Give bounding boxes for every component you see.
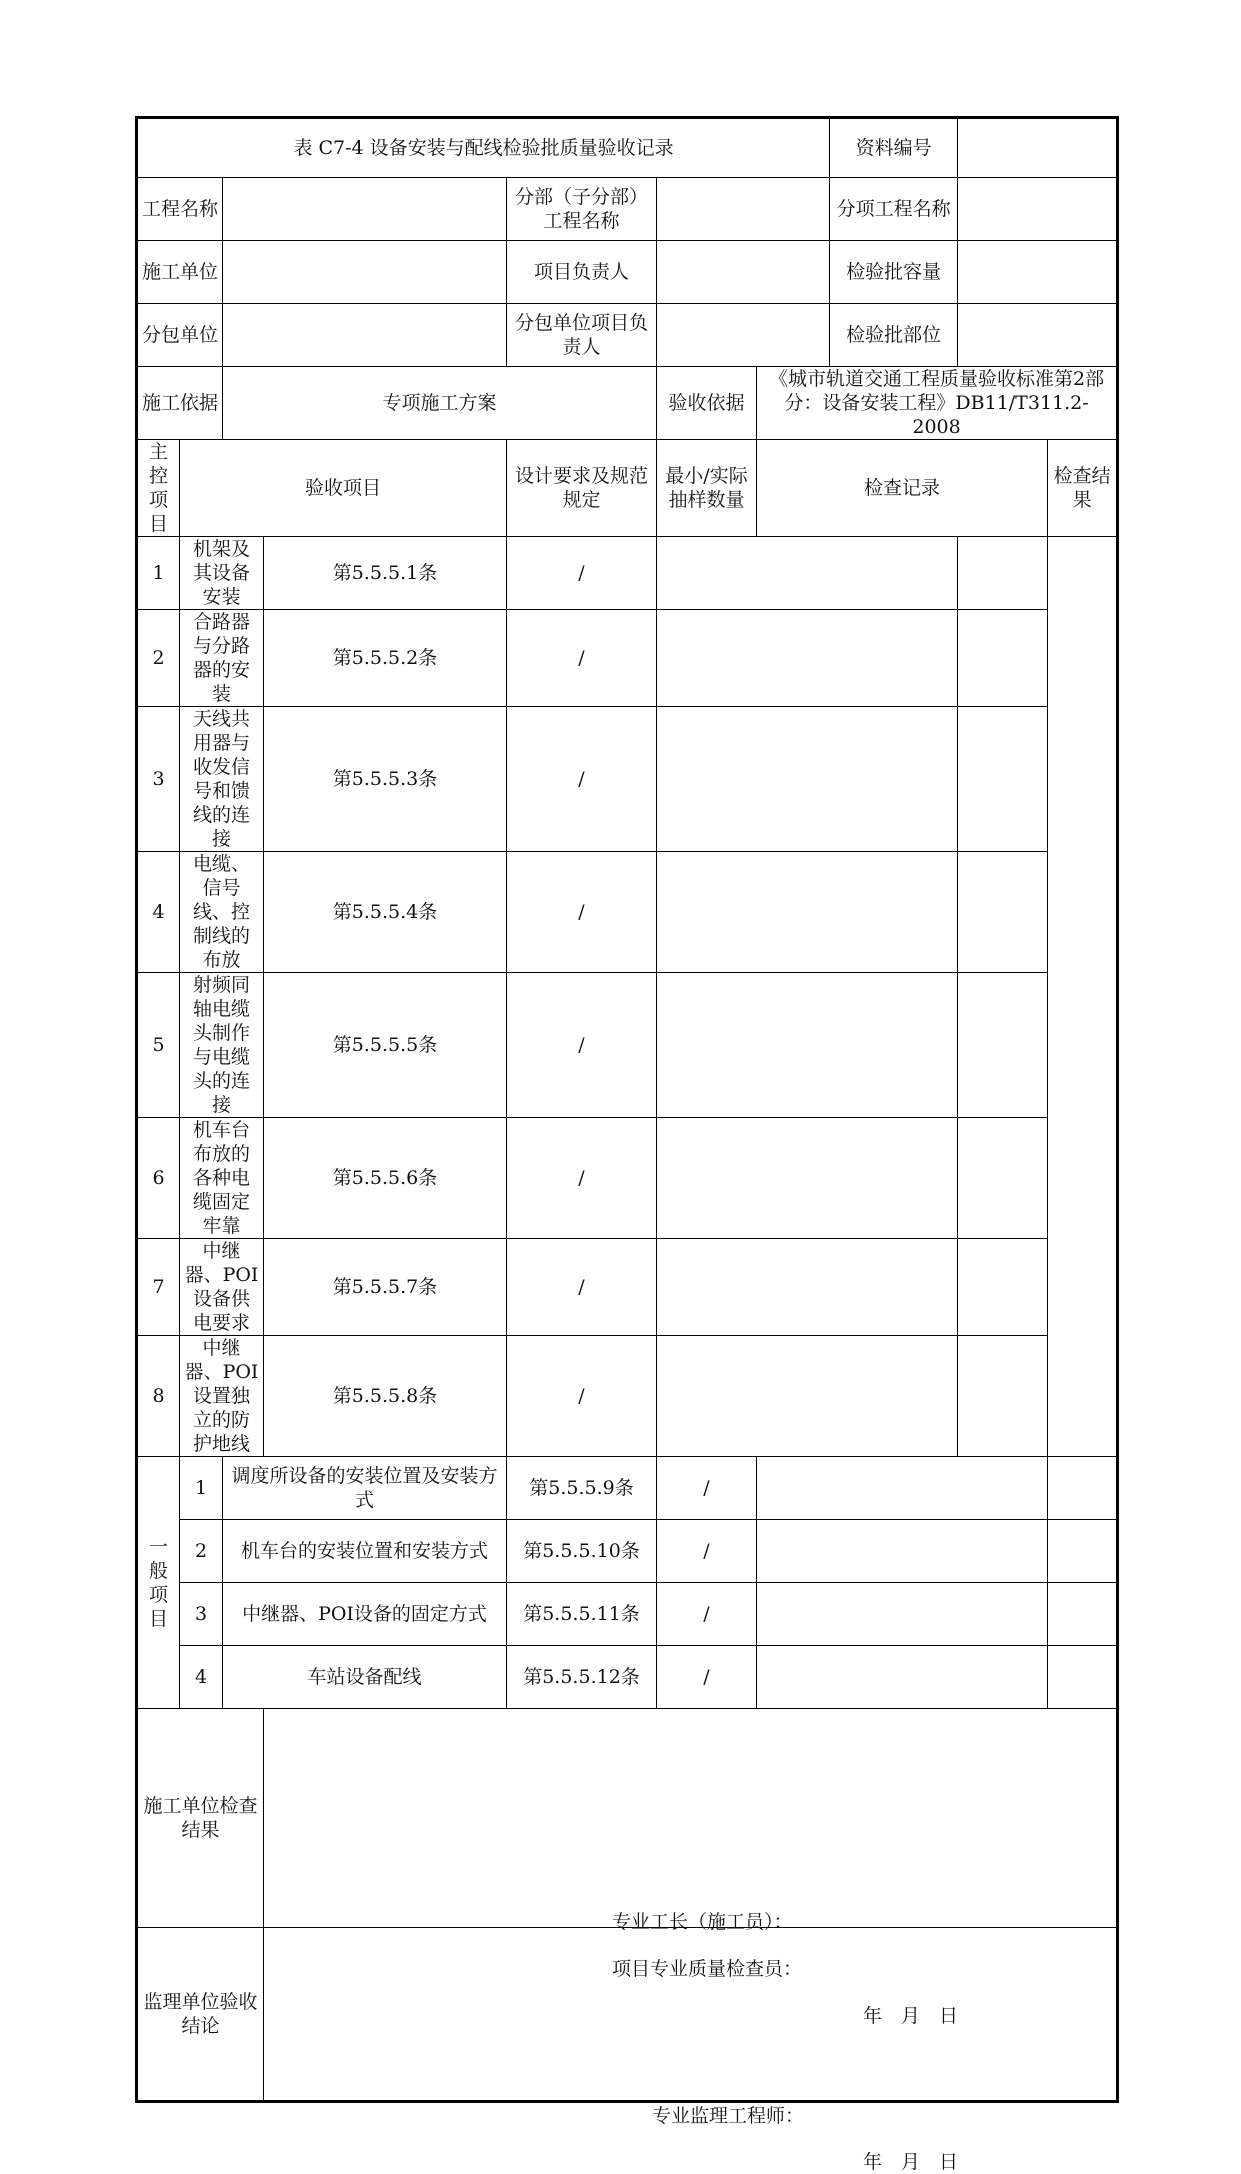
main-group-label: 主控项目	[137, 440, 180, 537]
item-record[interactable]	[757, 1583, 1048, 1646]
item-number: 1	[180, 1457, 223, 1520]
table-row	[137, 707, 1118, 852]
item-result[interactable]	[958, 1118, 1048, 1239]
item-result[interactable]	[1048, 1520, 1118, 1583]
table-row	[137, 1583, 1118, 1646]
item-result[interactable]	[958, 1239, 1048, 1336]
item-clause: 第5.5.5.8条	[264, 1336, 507, 1457]
item-sample[interactable]: /	[507, 1239, 657, 1336]
batch-location-label: 检验批部位	[830, 304, 958, 367]
col-item-header: 验收项目	[180, 440, 507, 537]
acceptance-basis-label: 验收依据	[657, 367, 757, 440]
table-row	[137, 1520, 1118, 1583]
item-name: 机车台布放的各种电缆固定牢靠	[180, 1118, 264, 1239]
project-leader-field[interactable]	[657, 241, 830, 304]
item-number: 2	[137, 610, 180, 707]
project-leader-label: 项目负责人	[507, 241, 657, 304]
item-sample[interactable]: /	[507, 1336, 657, 1457]
doc-no-field[interactable]	[958, 118, 1118, 178]
subcontract-leader-field[interactable]	[657, 304, 830, 367]
supervision-label: 监理单位验收结论	[137, 1928, 264, 2102]
item-sample[interactable]: /	[657, 1583, 757, 1646]
item-record[interactable]	[657, 610, 958, 707]
project-name-label: 工程名称	[137, 178, 223, 241]
item-number: 5	[137, 973, 180, 1118]
table-row	[137, 1239, 1118, 1336]
item-result[interactable]	[958, 707, 1048, 852]
table-row	[137, 1118, 1118, 1239]
item-number: 4	[180, 1646, 223, 1709]
subcontract-leader-label: 分包单位项目负责人	[507, 304, 657, 367]
col-sample-header: 最小/实际抽样数量	[657, 440, 757, 537]
foreman-sign-label: 专业工长（施工员）：	[612, 1911, 793, 1933]
acceptance-record-form	[135, 116, 1119, 2173]
basis-label: 施工依据	[137, 367, 223, 440]
table-row	[137, 1457, 1118, 1520]
item-record[interactable]	[657, 973, 958, 1118]
item-result[interactable]	[958, 973, 1048, 1118]
item-clause: 第5.5.5.6条	[264, 1118, 507, 1239]
item-record[interactable]	[657, 1336, 958, 1457]
item-sample[interactable]: /	[507, 610, 657, 707]
item-sample[interactable]: /	[507, 973, 657, 1118]
table-row	[137, 610, 1118, 707]
item-name: 车站设备配线	[223, 1646, 507, 1709]
item-result[interactable]	[958, 610, 1048, 707]
col-design-header: 设计要求及规范规定	[507, 440, 657, 537]
item-record[interactable]	[657, 1239, 958, 1336]
table-row	[137, 1646, 1118, 1709]
item-clause: 第5.5.5.3条	[264, 707, 507, 852]
item-number: 6	[137, 1118, 180, 1239]
item-clause: 第5.5.5.5条	[264, 973, 507, 1118]
item-record[interactable]	[757, 1520, 1048, 1583]
construction-date: 年 月 日	[863, 2005, 959, 2027]
item-name: 中继器、POI设备的固定方式	[223, 1583, 507, 1646]
basis-value: 专项施工方案	[223, 367, 657, 440]
item-sample[interactable]: /	[507, 707, 657, 852]
form-title: 表 C7-4 设备安装与配线检验批质量验收记录	[137, 118, 830, 178]
item-number: 8	[137, 1336, 180, 1457]
item-name: 射频同轴电缆头制作与电缆头的连接	[180, 973, 264, 1118]
general-items	[137, 1457, 1118, 1709]
supervisor-sign-label: 专业监理工程师：	[652, 2105, 805, 2127]
item-sample[interactable]: /	[507, 537, 657, 610]
construction-check-area[interactable]	[264, 1709, 1118, 2027]
construction-check-label: 施工单位检查结果	[137, 1709, 264, 1928]
item-record[interactable]	[657, 1118, 958, 1239]
col-record-header: 检查记录	[757, 440, 1048, 537]
item-number: 3	[180, 1583, 223, 1646]
doc-no-label: 资料编号	[830, 118, 958, 178]
acceptance-basis-value: 《城市轨道交通工程质量验收标准第2部分：设备安装工程》DB11/T311.2-2008	[757, 367, 1118, 440]
item-result[interactable]	[958, 537, 1048, 610]
supervision-area[interactable]	[264, 1928, 1118, 2173]
table-row	[137, 537, 1118, 610]
inspector-sign-label: 项目专业质量检查员：	[612, 1958, 803, 1980]
item-result[interactable]	[1048, 1583, 1118, 1646]
item-project-label: 分项工程名称	[830, 178, 958, 241]
main-items	[137, 537, 1118, 1457]
batch-capacity-field[interactable]	[958, 241, 1118, 304]
item-clause: 第5.5.5.4条	[264, 852, 507, 973]
construction-unit-label: 施工单位	[137, 241, 223, 304]
item-number: 2	[180, 1520, 223, 1583]
item-number: 3	[137, 707, 180, 852]
item-project-field[interactable]	[958, 178, 1118, 241]
item-clause: 第5.5.5.11条	[507, 1583, 657, 1646]
item-number: 4	[137, 852, 180, 973]
construction-unit-field[interactable]	[223, 241, 507, 304]
item-name: 中继器、POI设置独立的防护地线	[180, 1336, 264, 1457]
batch-location-field[interactable]	[958, 304, 1118, 367]
item-number: 1	[137, 537, 180, 610]
item-name: 机车台的安装位置和安装方式	[223, 1520, 507, 1583]
item-name: 中继器、POI设备供电要求	[180, 1239, 264, 1336]
item-clause: 第5.5.5.10条	[507, 1520, 657, 1583]
item-name: 机架及其设备安装	[180, 537, 264, 610]
item-clause: 第5.5.5.7条	[264, 1239, 507, 1336]
table-row	[137, 1336, 1118, 1457]
table-row	[137, 973, 1118, 1118]
item-result[interactable]	[958, 852, 1048, 973]
sub-project-field[interactable]	[657, 178, 830, 241]
item-record[interactable]	[757, 1646, 1048, 1709]
item-result[interactable]	[958, 1336, 1048, 1457]
item-sample[interactable]: /	[657, 1520, 757, 1583]
item-name: 天线共用器与收发信号和馈线的连接	[180, 707, 264, 852]
item-clause: 第5.5.5.9条	[507, 1457, 657, 1520]
col-result-header: 检查结果	[1048, 440, 1118, 537]
item-name: 调度所设备的安装位置及安装方式	[223, 1457, 507, 1520]
item-record[interactable]	[657, 852, 958, 973]
item-clause: 第5.5.5.2条	[264, 610, 507, 707]
item-sample[interactable]: /	[507, 1118, 657, 1239]
project-name-field[interactable]	[223, 178, 507, 241]
item-number: 7	[137, 1239, 180, 1336]
subcontract-unit-label: 分包单位	[137, 304, 223, 367]
item-record[interactable]	[657, 537, 958, 610]
item-clause: 第5.5.5.1条	[264, 537, 507, 610]
subcontract-unit-field[interactable]	[223, 304, 507, 367]
item-sample[interactable]: /	[657, 1457, 757, 1520]
item-result[interactable]	[1048, 1457, 1118, 1520]
sub-project-label: 分部（子分部）工程名称	[507, 178, 657, 241]
item-clause: 第5.5.5.12条	[507, 1646, 657, 1709]
item-record[interactable]	[657, 707, 958, 852]
supervision-date: 年 月 日	[863, 2151, 959, 2173]
item-name: 电缆、信号线、控制线的布放	[180, 852, 264, 973]
general-group-label: 一般项目	[137, 1457, 180, 1709]
item-sample[interactable]: /	[657, 1646, 757, 1709]
item-sample[interactable]: /	[507, 852, 657, 973]
item-record[interactable]	[757, 1457, 1048, 1520]
table-row	[137, 852, 1118, 973]
item-name: 合路器与分路器的安装	[180, 610, 264, 707]
item-result[interactable]	[1048, 1646, 1118, 1709]
batch-capacity-label: 检验批容量	[830, 241, 958, 304]
